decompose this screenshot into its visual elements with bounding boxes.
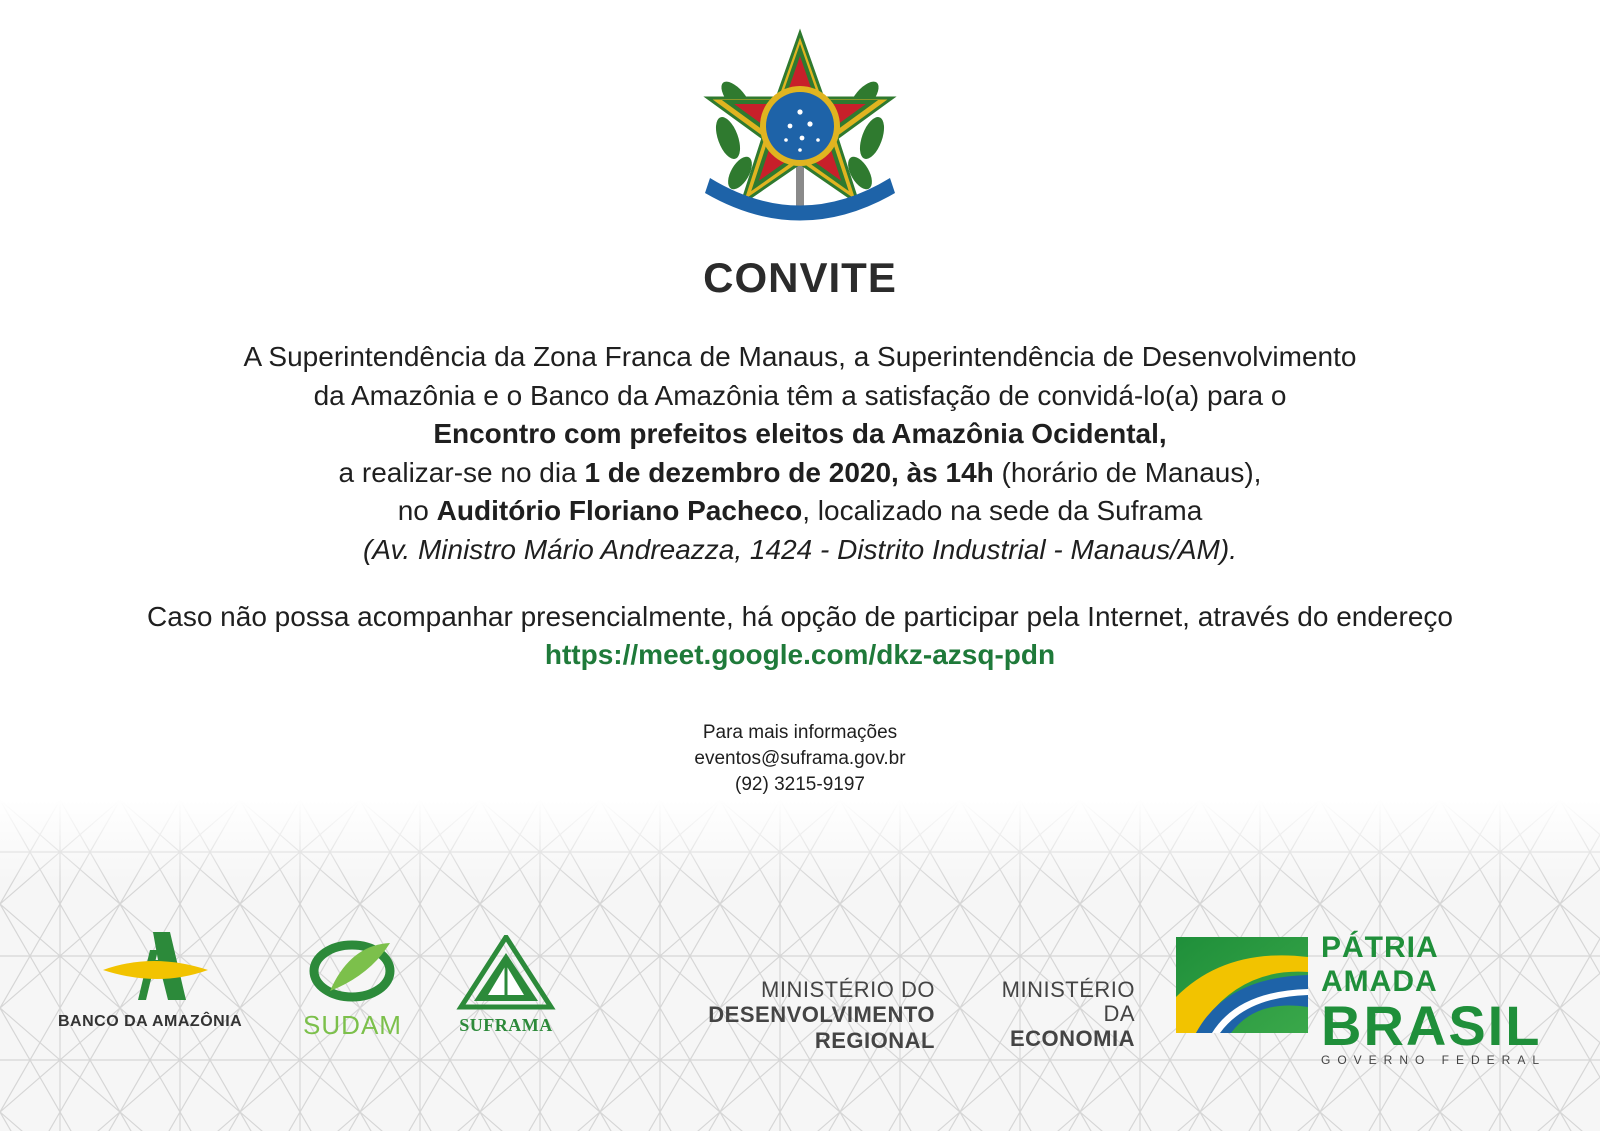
sudam-label: SUDAM	[303, 1010, 402, 1040]
ministerio-eco-line1: MINISTÉRIO DA	[1001, 977, 1135, 1026]
remote-text: Caso não possa acompanhar presencialmente, há opção de participar pela Internet, através do endereço	[147, 601, 1453, 632]
meeting-link[interactable]: https://meet.google.com/dkz-azsq-pdn	[544, 639, 1056, 670]
contact-phone: (92) 3215-9197	[735, 774, 865, 795]
patria-amada-brasil-logo	[1176, 931, 1547, 1067]
banco-da-amazonia-logo	[58, 930, 248, 1035]
contact-label: Para mais informações	[702, 722, 898, 743]
brazil-flag-icon	[1176, 937, 1308, 1033]
date-prefix: a realizar-se no dia	[338, 456, 585, 488]
venue-suffix: , localizado na sede da Suframa	[802, 495, 1203, 526]
suframa-logo	[456, 935, 556, 1035]
venue-address: (Av. Ministro Mário Andreazza, 1424 - Distrito Industrial - Manaus/AM).	[362, 533, 1237, 565]
invitation-text	[0, 338, 1600, 569]
patria-line3: GOVERNO FEDERAL	[1321, 1053, 1547, 1067]
contact-info	[0, 720, 1600, 798]
ministerio-desenvolvimento-logo	[590, 977, 935, 1053]
page-title: CONVITE	[703, 254, 897, 301]
venue-name: Auditório Floriano Pacheco	[436, 495, 803, 526]
sudam-icon	[290, 935, 415, 1005]
ministerio-eco-line2: ECONOMIA	[1010, 1026, 1135, 1051]
contact-email[interactable]: eventos@suframa.gov.br	[694, 748, 906, 769]
patria-line2: BRASIL	[1321, 994, 1542, 1057]
sudam-logo	[290, 935, 415, 1040]
invitation-line-1: A Superintendência da Zona Franca de Manaus, a Superintendência de Desenvolvimento	[243, 341, 1357, 372]
invitation-line-2: da Amazônia e o Banco da Amazônia têm a satisfação de convidá-lo(a) para o	[313, 379, 1287, 411]
brazil-coat-of-arms-emblem	[700, 28, 900, 228]
patria-text	[1321, 931, 1551, 1067]
ministerio-dev-line1: MINISTÉRIO DO	[761, 977, 935, 1002]
ministerio-economia-logo	[965, 977, 1135, 1051]
banco-label: BANCO DA AMAZÔNIA	[58, 1013, 243, 1030]
ministerio-dev-line2: DESENVOLVIMENTO REGIONAL	[708, 1002, 935, 1053]
banco-da-amazonia-icon	[58, 930, 248, 1002]
event-date: 1 de dezembro de 2020, às 14h	[584, 456, 994, 488]
suframa-icon	[456, 935, 556, 1010]
patria-line1: PÁTRIA AMADA	[1321, 931, 1438, 998]
suframa-label: SUFRAMA	[459, 1015, 553, 1035]
date-suffix: (horário de Manaus),	[993, 456, 1262, 488]
event-name: Encontro com prefeitos eleitos da Amazônia Ocidental,	[433, 418, 1167, 449]
remote-participation	[0, 598, 1600, 674]
venue-prefix: no	[397, 495, 437, 526]
